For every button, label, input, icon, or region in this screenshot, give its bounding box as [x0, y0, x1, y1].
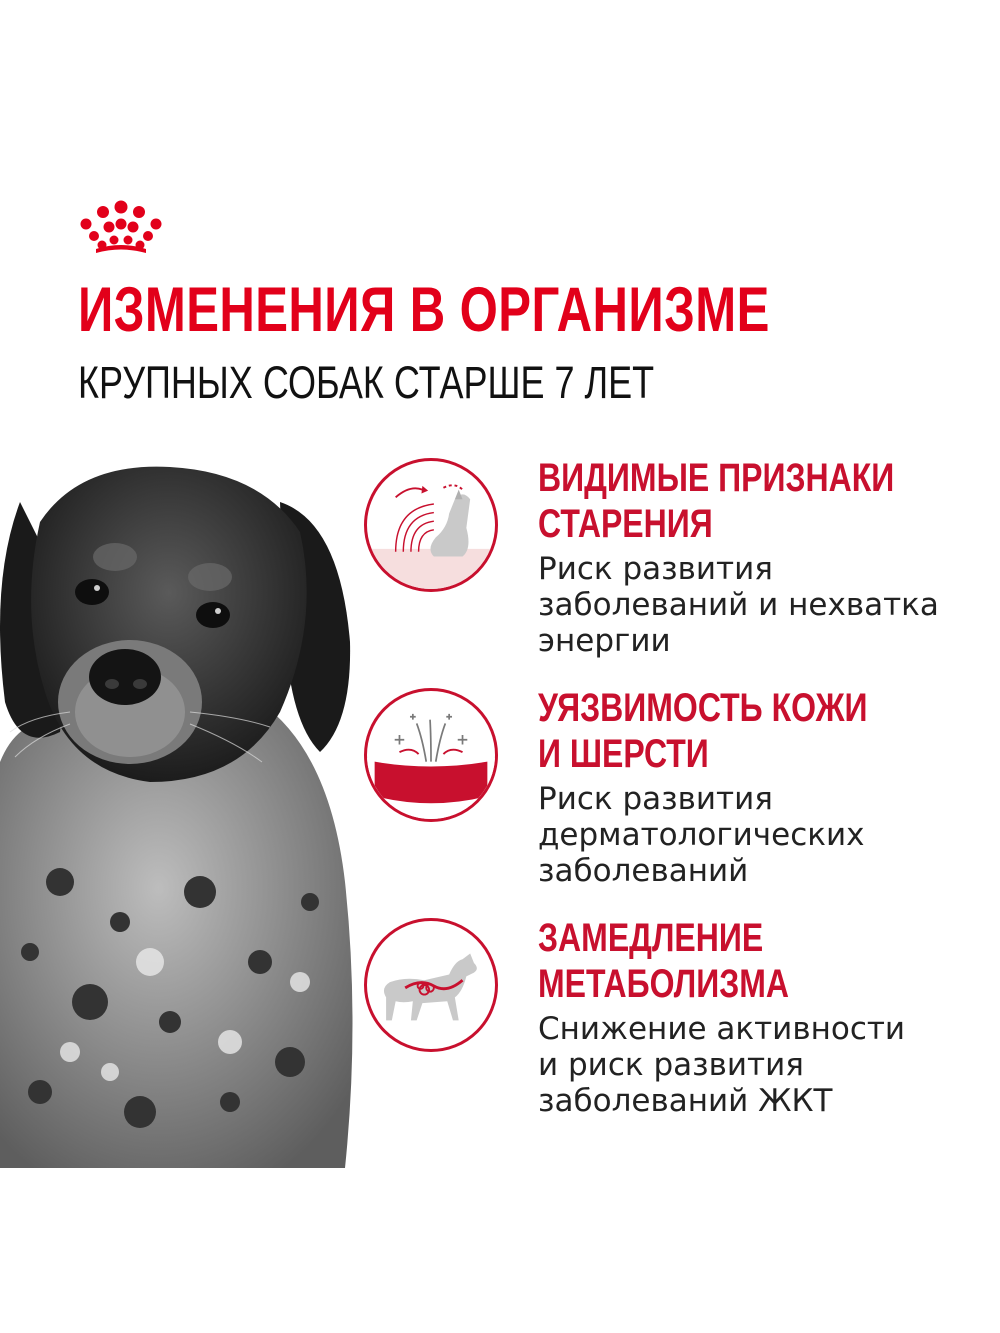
feature-metabolism-desc-line-3: заболеваний ЖКТ	[538, 1083, 833, 1119]
feature-skin-desc-line-3: заболеваний	[538, 853, 749, 889]
feature-aging-title-line-1: ВИДИМЫЕ ПРИЗНАКИ	[538, 456, 895, 500]
royal-canin-crown-logo	[74, 198, 168, 254]
feature-aging-desc-line-1: Риск развития	[538, 551, 773, 587]
feature-metabolism-desc-line-2: и риск развития	[538, 1047, 804, 1083]
metabolism-dog-icon	[364, 918, 498, 1052]
feature-skin-desc-line-2: дерматологических	[538, 817, 865, 853]
feature-aging-desc-line-3: энергии	[538, 623, 671, 659]
dog-photo	[0, 462, 360, 1168]
feature-metabolism-title-line-2: МЕТАБОЛИЗМА	[538, 962, 789, 1006]
feature-skin-title-line-2: И ШЕРСТИ	[538, 732, 709, 776]
page-subtitle: КРУПНЫХ СОБАК СТАРШЕ 7 ЛЕТ	[78, 357, 655, 408]
feature-skin-title-line-1: УЯЗВИМОСТЬ КОЖИ	[538, 686, 868, 730]
feature-skin-desc-line-1: Риск развития	[538, 781, 773, 817]
feature-metabolism-desc-line-1: Снижение активности	[538, 1011, 906, 1047]
skin-coat-icon	[364, 688, 498, 822]
page-title: ИЗМЕНЕНИЯ В ОРГАНИЗМЕ	[78, 275, 770, 345]
feature-metabolism-title-line-1: ЗАМЕДЛЕНИЕ	[538, 916, 764, 960]
aging-dog-icon	[364, 458, 498, 592]
feature-aging-desc-line-2: заболеваний и нехватка	[538, 587, 939, 623]
feature-aging-title-line-2: СТАРЕНИЯ	[538, 502, 713, 546]
